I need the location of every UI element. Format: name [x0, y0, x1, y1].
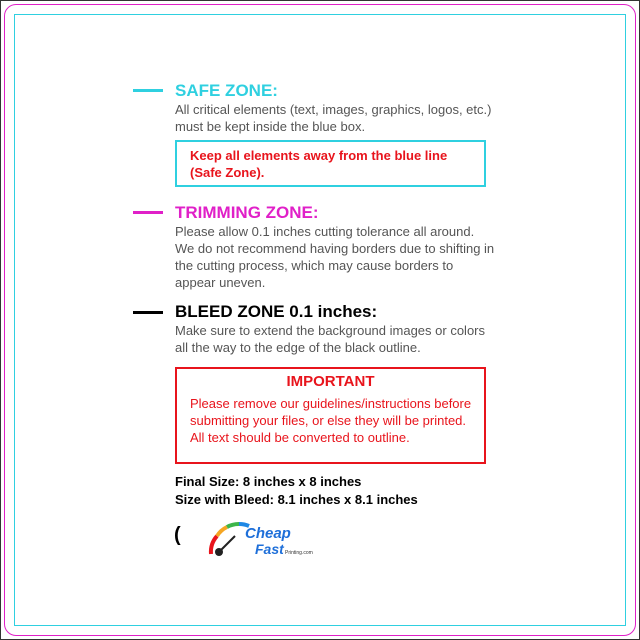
- trimming-zone-heading: TRIMMING ZONE:: [175, 203, 319, 222]
- bleed-size-text: Size with Bleed: 8.1 inches x 8.1 inches: [175, 492, 418, 507]
- important-line: submitting your files, or else they will be printed.: [190, 413, 467, 428]
- important-title: IMPORTANT: [286, 373, 375, 390]
- important-notice-box: [175, 367, 486, 464]
- safe-zone-line: must be kept inside the blue box.: [175, 119, 366, 134]
- trimming-zone-line: Please allow 0.1 inches cutting tolerance all around.: [175, 224, 475, 239]
- safe-zone-line: All critical elements (text, images, graphics, logos, etc.): [175, 102, 492, 117]
- paren-glyph: (: [174, 524, 181, 546]
- logo-word-printing: Printing.com: [285, 550, 313, 556]
- safe-zone-notice-line: Keep all elements away from the blue line: [190, 148, 448, 163]
- safe-zone-description: [175, 101, 491, 135]
- safe-zone-marker: [133, 89, 163, 92]
- important-line: All text should be converted to outline.: [190, 430, 410, 445]
- final-size-text: Final Size: 8 inches x 8 inches: [175, 474, 362, 489]
- logo-arc-orange: [217, 527, 227, 536]
- size-info: [175, 473, 418, 509]
- safe-zone-notice-line: (Safe Zone).: [190, 165, 265, 180]
- logo-word-fast: Fast: [255, 541, 284, 557]
- logo-hub: [215, 548, 223, 556]
- important-text: [190, 395, 471, 446]
- bleed-zone-description: [175, 322, 485, 356]
- trimming-zone-line: appear uneven.: [175, 275, 266, 290]
- trimming-zone-line: the cutting process, which may cause borders to: [175, 258, 454, 273]
- trimming-zone-description: [175, 223, 494, 291]
- safe-zone-heading: SAFE ZONE:: [175, 81, 278, 100]
- bleed-zone-line: Make sure to extend the background images or colors: [175, 323, 486, 338]
- trimming-zone-line: We do not recommend having borders due to shifting in: [175, 241, 495, 256]
- bleed-zone-heading: BLEED ZONE 0.1 inches:: [175, 302, 378, 321]
- bleed-zone-marker: [133, 311, 163, 314]
- cheap-fast-printing-logo: [205, 518, 315, 566]
- logo-arc-green: [227, 524, 239, 527]
- trimming-zone-marker: [133, 211, 163, 214]
- logo-word-cheap: Cheap: [245, 525, 291, 542]
- safe-zone-notice-box: [175, 140, 486, 187]
- important-line: Please remove our guidelines/instructions before: [190, 396, 472, 411]
- bleed-zone-line: all the way to the edge of the black outline.: [175, 340, 421, 355]
